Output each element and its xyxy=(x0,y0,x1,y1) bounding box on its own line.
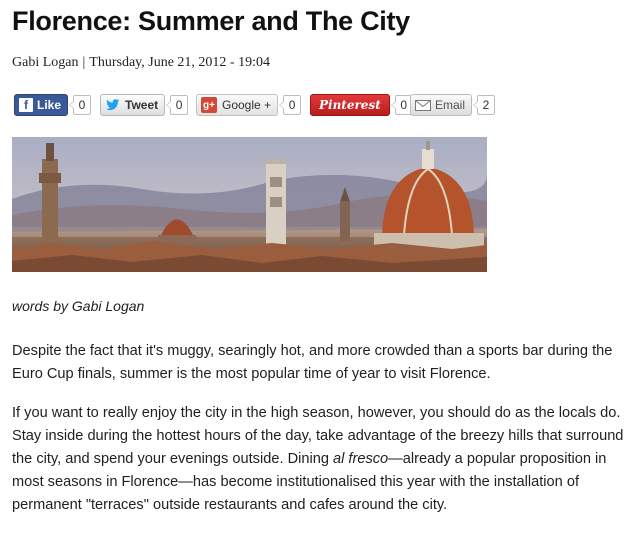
author-name[interactable]: Gabi Logan xyxy=(12,55,79,70)
facebook-like-label: Like xyxy=(37,98,62,112)
tweet-count: 0 xyxy=(170,95,188,115)
twitter-bird-icon xyxy=(105,99,121,111)
facebook-like-button[interactable] xyxy=(14,94,68,116)
googleplus-share xyxy=(196,94,301,116)
pinterest-share xyxy=(310,94,413,116)
envelope-icon xyxy=(415,100,431,111)
article-paragraph-1: Despite the fact that it's muggy, searingly hot, and more crowded than a sports bar during the Euro Cup finals, summer is the most popular time of year to visit Florence. xyxy=(12,343,613,382)
google-plus-icon: g+ xyxy=(201,97,217,113)
google-plus-button[interactable] xyxy=(196,94,278,116)
twitter-share xyxy=(100,94,188,116)
google-plus-label: Google + xyxy=(222,98,272,112)
paragraph-2-italic: al fresco xyxy=(333,451,389,467)
email-label: Email xyxy=(435,98,466,112)
hero-image xyxy=(12,137,487,272)
byline xyxy=(12,55,270,71)
email-button[interactable] xyxy=(410,94,472,116)
article-paragraph-2 xyxy=(12,402,638,517)
google-plus-count: 0 xyxy=(283,95,301,115)
paragraph-2-text-after: —already a popular proposition in most seasons in Florence—has become institutionalised this year with the installation of permanent "terraces" outside restaurants and cafes around the city. xyxy=(12,451,607,513)
byline-separator: | xyxy=(82,55,86,70)
email-share xyxy=(410,94,495,116)
tweet-button[interactable] xyxy=(100,94,165,116)
florence-skyline-photo xyxy=(12,137,487,272)
pinterest-button[interactable] xyxy=(310,94,390,116)
article-title: Florence: Summer and The City xyxy=(12,6,410,36)
facebook-share xyxy=(14,94,91,116)
publish-date: Thursday, June 21, 2012 - 19:04 xyxy=(89,55,270,70)
tweet-label: Tweet xyxy=(125,98,159,112)
article-caption: words by Gabi Logan xyxy=(12,298,145,314)
pinterest-count: 0 xyxy=(395,95,413,115)
email-count: 2 xyxy=(477,95,495,115)
facebook-like-count: 0 xyxy=(73,95,91,115)
paragraph-2-text-before: If you want to really enjoy the city in the high season, however, you should do as the locals do. Stay inside during the hottest hours of the day, take advantage of the breezy hills that surround the city, and spend your evenings outside. Dining xyxy=(12,405,624,467)
facebook-icon: f xyxy=(19,98,33,112)
pinterest-logo-label: Pinterest xyxy=(319,98,381,112)
